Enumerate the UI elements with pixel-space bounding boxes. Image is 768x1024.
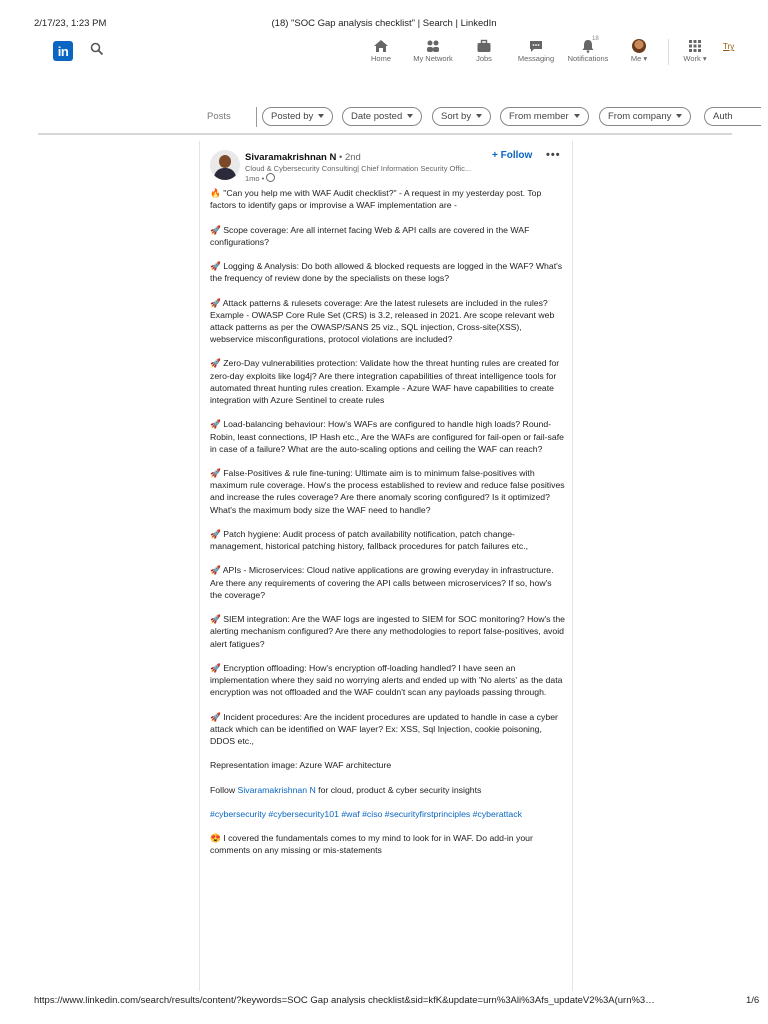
rocket-emoji: 🚀 xyxy=(210,358,221,369)
caret-down-icon xyxy=(676,114,682,118)
nav-jobs-label: Jobs xyxy=(476,54,492,63)
print-page-number: 1/6 xyxy=(746,995,760,1006)
author-headline: Cloud & Cybersecurity Consulting| Chief Information Security Offic... xyxy=(245,164,472,173)
rocket-emoji: 🚀 xyxy=(210,711,221,722)
nav-my-network-label: My Network xyxy=(413,54,453,63)
paragraph-text: Patch hygiene: Audit process of patch availability notification, patch change-management, historical patching history, fallback procedures for patch failures etc., xyxy=(210,528,529,552)
paragraph-text: Scope coverage: Are all internet facing Web & API calls are covered in the WAF configurations? xyxy=(210,224,530,247)
try-premium-link[interactable]: Try xyxy=(723,42,735,51)
paragraph-text: SIEM integration: Are the WAF logs are ingested to SIEM for SOC monitoring? How's the alerting mechanism configured? Are there any methodologies to report false-positives, avoid alert fatigues? xyxy=(210,614,565,649)
author-name-line[interactable] xyxy=(245,152,361,163)
filter-date-posted-label: Date posted xyxy=(351,111,403,122)
caret-down-icon xyxy=(407,114,413,118)
post-card xyxy=(199,141,573,991)
rocket-emoji: 🚀 xyxy=(210,614,221,625)
paragraph-text: Logging & Analysis: Do both allowed & blocked requests are logged in the WAF? What's the frequency of review done by the specialists on these logs? xyxy=(210,261,563,284)
nav-me[interactable] xyxy=(611,39,667,63)
network-icon xyxy=(425,39,441,53)
rocket-emoji: 🚀 xyxy=(210,528,221,539)
filter-divider-line xyxy=(38,133,732,135)
filter-from-member[interactable] xyxy=(500,107,589,126)
home-icon xyxy=(373,39,389,53)
follow-prefix: Follow xyxy=(210,784,238,795)
filter-from-member-label: From member xyxy=(509,111,569,122)
chevron-down-icon: ▾ xyxy=(643,54,648,63)
post-paragraph xyxy=(210,357,566,406)
more-options-icon[interactable]: ••• xyxy=(546,149,561,161)
follow-line xyxy=(210,784,566,796)
closing-paragraph xyxy=(210,832,566,856)
print-date: 2/17/23, 1:23 PM xyxy=(34,18,107,29)
paragraph-text: Encryption offloading: How's encryption off-loading handled? I have seen an implementation where they said no worrying alerts and ended up with 'No alerts' as the data encryption was not offloaded and the WAF couldn't scan any payloads passing through. xyxy=(210,662,563,698)
filter-from-company-label: From company xyxy=(608,111,672,122)
post-paragraph xyxy=(210,467,566,516)
filter-posted-by[interactable] xyxy=(262,107,333,126)
rocket-emoji: 🚀 xyxy=(210,419,221,430)
post-body xyxy=(210,187,566,869)
post-paragraph xyxy=(210,187,566,211)
connection-degree: • 2nd xyxy=(339,152,361,163)
nav-home-label: Home xyxy=(370,54,391,63)
rocket-emoji: 🚀 xyxy=(210,261,221,271)
filter-sort-by-label: Sort by xyxy=(441,111,472,122)
rocket-emoji: 🚀 xyxy=(210,297,221,308)
nav-notifications[interactable] xyxy=(560,36,616,63)
nav-work[interactable] xyxy=(667,39,723,63)
closing-text: I covered the fundamentals comes to my mind to look for in WAF. Do add-in your comments on any missing or mis-statements xyxy=(210,833,533,856)
chevron-down-icon: ▾ xyxy=(702,54,707,63)
nav-messaging[interactable] xyxy=(508,39,564,63)
me-avatar xyxy=(632,39,646,53)
nav-me-label: Me xyxy=(630,54,642,63)
follow-button[interactable]: + Follow xyxy=(492,150,533,161)
post-paragraph xyxy=(210,711,566,748)
heart-eyes-emoji: 😍 xyxy=(210,833,221,844)
nav-jobs[interactable] xyxy=(456,39,512,63)
notification-count: 18 xyxy=(592,36,599,42)
paragraph-text: Zero-Day vulnerabilities protection: Validate how the threat hunting rules are created for zero-day exploits like log4j? Are there integration capabilities of threat intelligence tools for automated threat hunting rules creation. Example - Azure WAF have capabilities to create integration with Azure Sentinel to create rules xyxy=(210,358,560,406)
nav-home[interactable] xyxy=(353,39,409,63)
paragraph-text: APIs - Microservices: Cloud native applications are growing everyday in infrastructure. Are there any requirements of covering the API calls between microservices? If so, how's the coverage? xyxy=(210,565,554,600)
filter-from-company[interactable] xyxy=(599,107,691,126)
nav-work-label: Work xyxy=(683,54,701,63)
representation-line: Representation image: Azure WAF architecture xyxy=(210,760,392,771)
print-url: https://www.linkedin.com/search/results/content/?keywords=SOC Gap analysis checklist&sid=kfK&update=urn%3Ali%3Afs_updateV2%3A(urn%3… xyxy=(34,995,655,1006)
post-paragraph xyxy=(210,613,566,650)
post-paragraph xyxy=(210,418,566,455)
caret-down-icon xyxy=(574,114,580,118)
follow-suffix: for cloud, product & cyber security insights xyxy=(315,784,482,795)
nav-my-network[interactable] xyxy=(405,39,461,63)
post-paragraph xyxy=(210,662,566,699)
filter-posted-by-label: Posted by xyxy=(271,111,314,122)
filter-author[interactable] xyxy=(704,107,761,126)
top-navbar xyxy=(0,36,768,68)
bell-icon-wrap xyxy=(580,36,599,53)
briefcase-icon xyxy=(476,39,492,53)
post-paragraph xyxy=(210,564,566,601)
linkedin-logo[interactable]: in xyxy=(53,41,73,61)
print-title: (18) "SOC Gap analysis checklist" | Search | LinkedIn xyxy=(271,18,497,29)
post-paragraph xyxy=(210,260,566,284)
nav-messaging-label: Messaging xyxy=(517,54,555,63)
search-filter-bar xyxy=(0,106,768,128)
paragraph-text: False-Positives & rule fine-tuning: Ultimate aim is to minimum false-positives with maximum rule coverage. How's the process established to review and reduce false positives and increase the rules coverage? Are there anomaly scoring configured? Is it optimized? What's the maximum body size the WAF need to handle? xyxy=(210,468,565,515)
post-age: 1mo • xyxy=(245,174,265,183)
post-paragraph xyxy=(210,528,566,552)
search-icon[interactable] xyxy=(90,42,104,56)
messaging-icon xyxy=(528,39,544,53)
paragraph-text: "Can you help me with WAF Audit checklist?" - A request in my yesterday post. Top factors to identify gaps or improvise a WAF implementation are - xyxy=(210,188,542,211)
caret-down-icon xyxy=(476,114,482,118)
caret-down-icon xyxy=(318,114,324,118)
globe-icon xyxy=(266,173,275,182)
author-mention-link[interactable]: Sivaramakrishnan N xyxy=(237,784,316,795)
rocket-emoji: 🚀 xyxy=(210,662,221,673)
rocket-emoji: 🚀 xyxy=(210,565,221,576)
paragraph-text: Load-balancing behaviour: How's WAFs are configured to handle high loads? Round-Robin, least connections, IP Hash etc., Are the WAFs are configured for fail-open or fail-safe in case of a failure? What are the auto-scaling options and ceiling the WAF can reach? xyxy=(210,419,564,454)
nav-notifications-label: Notifications xyxy=(567,54,609,63)
hashtags[interactable]: #cybersecurity #cybersecurity101 #waf #ciso #securityfirstprinciples #cyberattack xyxy=(210,808,522,819)
paragraph-text: Incident procedures: Are the incident procedures are updated to handle in case a cyber attack which can be identified on WAF layer? Ex: XSS, Sql Injection, cookie poisoning, DDOS etc., xyxy=(210,711,558,746)
filter-author-label: Auth xyxy=(713,111,733,122)
post-paragraph xyxy=(210,297,566,346)
filter-divider xyxy=(256,107,257,127)
post-paragraph xyxy=(210,224,566,248)
rocket-emoji: 🚀 xyxy=(210,224,221,235)
author-name[interactable]: Sivaramakrishnan N xyxy=(245,152,337,163)
post-time xyxy=(245,173,275,183)
filter-sort-by[interactable] xyxy=(432,107,491,126)
fire-emoji: 🔥 xyxy=(210,188,221,198)
filter-date-posted[interactable] xyxy=(342,107,422,126)
filter-posts-label[interactable]: Posts xyxy=(207,111,231,122)
author-avatar[interactable] xyxy=(210,150,240,180)
rocket-emoji: 🚀 xyxy=(210,468,221,479)
grid-icon xyxy=(687,39,703,53)
paragraph-text: Attack patterns & rulesets coverage: Are the latest rulesets are included in the rules? Example - OWASP Core Rule Set (CRS) is 3.2, released in 2021. Are scope relevant web attack patterns as per the OWASP/SANS 25 viz., SQL injection, Cross-site(XSS), webservice misconfigurations, protocol violations are included? xyxy=(210,297,555,345)
